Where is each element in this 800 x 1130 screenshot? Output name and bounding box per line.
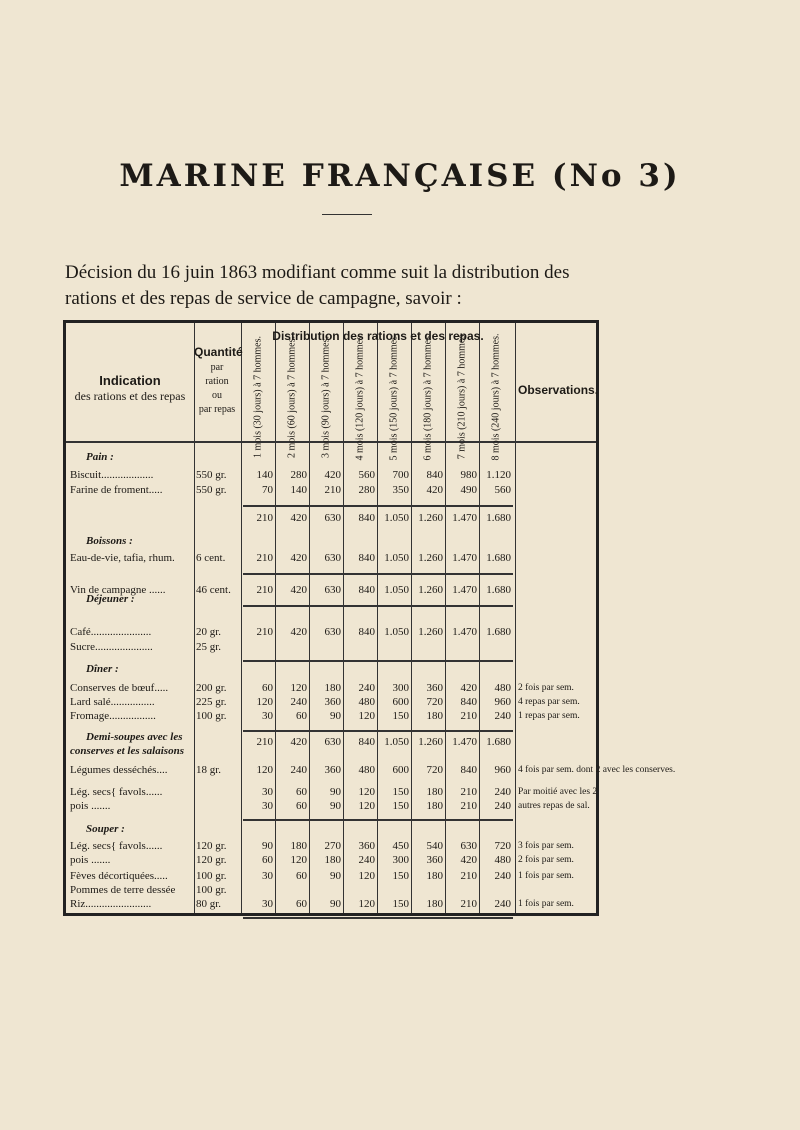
row-observation: autres repas de sal. [518, 801, 590, 811]
cell-value: 420 [324, 469, 341, 481]
cell-value: 90 [330, 710, 341, 722]
row-quantity: 100 gr. [196, 870, 227, 882]
table-row [66, 695, 596, 710]
col-header-label: 2 mois (60 jours) à 7 hommes. [286, 336, 298, 458]
row-quantity: 550 gr. [196, 469, 227, 481]
cell-value: 120 [358, 898, 375, 910]
cell-value: 1.050 [384, 552, 409, 564]
cell-value: 150 [392, 786, 409, 798]
cell-value: 30 [262, 786, 273, 798]
col-header-2 [275, 336, 309, 458]
cell-value: 1.680 [486, 626, 511, 638]
cell-value: 480 [358, 696, 375, 708]
header-indication: Indication des rations et des repas [74, 373, 186, 403]
section-souper: Souper : [86, 823, 125, 835]
row-observation: Par moitié avec les 2 [518, 787, 598, 797]
header-observations: Observations. [518, 383, 599, 397]
table-row [66, 468, 596, 483]
col-header-8 [479, 333, 513, 461]
cell-value: 180 [324, 682, 341, 694]
total-value: 1.470 [452, 736, 477, 748]
total-value: 1.260 [418, 736, 443, 748]
row-label: Fromage................. [70, 710, 156, 722]
table-row [66, 853, 596, 868]
cell-value: 240 [494, 870, 511, 882]
total-value: 1.680 [486, 512, 511, 524]
cell-value: 240 [494, 800, 511, 812]
row-quantity: 46 cent. [196, 584, 231, 596]
cell-value: 90 [330, 898, 341, 910]
cell-value: 240 [494, 898, 511, 910]
table-row [66, 483, 596, 498]
section-boissons: Boissons : [86, 535, 133, 547]
cell-value: 120 [358, 800, 375, 812]
cell-value: 450 [392, 840, 409, 852]
cell-value: 720 [426, 764, 443, 776]
table-row [66, 839, 596, 854]
cell-value: 240 [494, 786, 511, 798]
table-row [66, 883, 596, 898]
cell-value: 350 [392, 484, 409, 496]
cell-value: 150 [392, 898, 409, 910]
cell-value: 600 [392, 764, 409, 776]
row-observation: 1 fois par sem. [518, 899, 574, 909]
cell-value: 840 [460, 696, 477, 708]
row-quantity: 100 gr. [196, 884, 227, 896]
row-label: Biscuit................... [70, 469, 154, 481]
cell-value: 180 [324, 854, 341, 866]
row-observation: 1 fois par sem. [518, 871, 574, 881]
row-observation: 1 repas par sem. [518, 711, 580, 721]
cell-value: 150 [392, 710, 409, 722]
table-row [66, 763, 676, 778]
row-quantity: 80 gr. [196, 898, 222, 910]
cell-value: 840 [358, 552, 375, 564]
cell-value: 210 [460, 800, 477, 812]
separator [243, 605, 513, 607]
cell-value: 360 [426, 682, 443, 694]
total-value: 1.050 [384, 512, 409, 524]
total-value: 630 [324, 736, 341, 748]
cell-value: 420 [460, 854, 477, 866]
cell-value: 1.260 [418, 626, 443, 638]
total-value: 420 [290, 512, 307, 524]
table-row [66, 869, 596, 884]
cell-value: 210 [256, 552, 273, 564]
cell-value: 60 [262, 682, 273, 694]
cell-value: 30 [262, 710, 273, 722]
cell-value: 120 [290, 682, 307, 694]
cell-value: 90 [262, 840, 273, 852]
col-header-label: 5 mois (150 jours) à 7 hommes. [388, 333, 400, 461]
cell-value: 630 [324, 584, 341, 596]
cell-value: 210 [256, 584, 273, 596]
cell-value: 360 [426, 854, 443, 866]
cell-value: 140 [290, 484, 307, 496]
total-value: 840 [358, 736, 375, 748]
table-row [66, 583, 596, 598]
col-header-label: 8 mois (240 jours) à 7 hommes. [490, 333, 502, 461]
cell-value: 60 [296, 710, 307, 722]
cell-value: 30 [262, 800, 273, 812]
cell-value: 540 [426, 840, 443, 852]
separator [243, 819, 513, 821]
cell-value: 840 [460, 764, 477, 776]
table-row [66, 897, 596, 912]
header-distribution: Distribution des rations et des repas. [272, 329, 484, 343]
cell-value: 180 [426, 786, 443, 798]
cell-value: 60 [296, 898, 307, 910]
cell-value: 120 [358, 786, 375, 798]
cell-value: 1.680 [486, 584, 511, 596]
cell-value: 360 [324, 696, 341, 708]
cell-value: 240 [494, 710, 511, 722]
row-observation: 2 fois par sem. [518, 683, 574, 693]
total-value: 210 [256, 512, 273, 524]
section-pain: Pain : [86, 451, 114, 463]
cell-value: 600 [392, 696, 409, 708]
table-row [66, 640, 596, 655]
row-label: Fèves décortiquées..... [70, 870, 168, 882]
cell-value: 180 [426, 710, 443, 722]
cell-value: 1.050 [384, 584, 409, 596]
cell-value: 1.470 [452, 584, 477, 596]
cell-value: 270 [324, 840, 341, 852]
row-quantity: 25 gr. [196, 641, 222, 653]
cell-value: 630 [460, 840, 477, 852]
row-observation: 3 fois par sem. [518, 841, 574, 851]
cell-value: 180 [290, 840, 307, 852]
table-row [66, 681, 596, 696]
cell-value: 280 [290, 469, 307, 481]
cell-value: 180 [426, 800, 443, 812]
cell-value: 1.470 [452, 626, 477, 638]
row-observation: 4 fois par sem. dont 2 avec les conserves. [518, 765, 676, 775]
cell-value: 840 [358, 626, 375, 638]
col-header-5 [377, 333, 411, 461]
cell-value: 1.050 [384, 626, 409, 638]
row-quantity: 100 gr. [196, 710, 227, 722]
total-value: 210 [256, 736, 273, 748]
row-label: Farine de froment..... [70, 484, 163, 496]
intro-text: Décision du 16 juin 1863 modifiant comme suit la distribution des rations et des repas de service de campagne, savoir : [65, 262, 570, 309]
row-label: Vin de campagne ...... [70, 584, 166, 596]
cell-value: 240 [358, 682, 375, 694]
cell-value: 490 [460, 484, 477, 496]
title-rule [322, 214, 372, 215]
cell-value: 720 [426, 696, 443, 708]
cell-value: 30 [262, 870, 273, 882]
row-label: Lard salé................ [70, 696, 155, 708]
col-header-6 [411, 333, 445, 461]
section-demi-2: conserves et les salaisons [70, 745, 184, 757]
cell-value: 180 [426, 870, 443, 882]
cell-value: 150 [392, 800, 409, 812]
cell-value: 1.470 [452, 552, 477, 564]
col-header-label: 7 mois (210 jours) à 7 hommes [456, 334, 468, 460]
cell-value: 560 [358, 469, 375, 481]
cell-value: 1.260 [418, 552, 443, 564]
total-value: 420 [290, 736, 307, 748]
row-label: Conserves de bœuf..... [70, 682, 169, 694]
cell-value: 360 [324, 764, 341, 776]
section-diner: Dîner : [86, 663, 119, 675]
cell-value: 1.120 [486, 469, 511, 481]
cell-value: 210 [460, 710, 477, 722]
cell-value: 420 [426, 484, 443, 496]
row-label: Café...................... [70, 626, 152, 638]
separator [243, 917, 513, 919]
cell-value: 240 [358, 854, 375, 866]
table-row [66, 709, 596, 724]
row-label: pois ....... [70, 800, 111, 812]
total-value: 1.470 [452, 512, 477, 524]
cell-value: 60 [262, 854, 273, 866]
col-header-label: 6 mois (180 jours) à 7 hommes. [422, 333, 434, 461]
cell-value: 420 [290, 584, 307, 596]
col-header-label: 4 mois (120 jours) à 7 hommes. [354, 333, 366, 461]
row-quantity: 200 gr. [196, 682, 227, 694]
col-header-4 [343, 333, 377, 461]
cell-value: 560 [494, 484, 511, 496]
cell-value: 140 [256, 469, 273, 481]
cell-value: 700 [392, 469, 409, 481]
cell-value: 300 [392, 682, 409, 694]
section-demi: Demi-soupes avec les [86, 731, 183, 743]
row-label: Lég. secs{ favols...... [70, 840, 163, 852]
page-title: MARINE FRANÇAISE (No 3) [119, 158, 681, 194]
cell-value: 480 [494, 682, 511, 694]
separator [243, 573, 513, 575]
col-header-7 [445, 334, 479, 460]
row-label: Lég. secs{ favols...... [70, 786, 163, 798]
cell-value: 150 [392, 870, 409, 882]
cell-value: 70 [262, 484, 273, 496]
separator [243, 505, 513, 507]
cell-value: 90 [330, 786, 341, 798]
cell-value: 420 [290, 552, 307, 564]
row-quantity: 120 gr. [196, 840, 227, 852]
cell-value: 480 [358, 764, 375, 776]
row-quantity: 225 gr. [196, 696, 227, 708]
col-divider [515, 323, 516, 913]
cell-value: 90 [330, 870, 341, 882]
row-label: Sucre..................... [70, 641, 153, 653]
cell-value: 630 [324, 626, 341, 638]
cell-value: 840 [358, 584, 375, 596]
row-observation: 2 fois par sem. [518, 855, 574, 865]
row-quantity: 6 cent. [196, 552, 226, 564]
cell-value: 90 [330, 800, 341, 812]
cell-value: 240 [290, 764, 307, 776]
cell-value: 210 [256, 626, 273, 638]
col-header-label: 3 mois (90 jours) à 7 hommes. [320, 336, 332, 458]
row-quantity: 20 gr. [196, 626, 222, 638]
cell-value: 480 [494, 854, 511, 866]
col-header-3 [309, 336, 343, 458]
separator [243, 730, 513, 732]
row-label: Riz........................ [70, 898, 152, 910]
cell-value: 1.680 [486, 552, 511, 564]
row-quantity: 18 gr. [196, 764, 222, 776]
cell-value: 210 [460, 898, 477, 910]
separator [243, 660, 513, 662]
section-dejeuner: Déjeuner : [86, 593, 135, 605]
cell-value: 960 [494, 764, 511, 776]
row-label: Légumes desséchés.... [70, 764, 168, 776]
cell-value: 210 [460, 870, 477, 882]
col-header-label: 1 mois (30 jours) à 7 hommes. [252, 336, 264, 458]
row-quantity: 120 gr. [196, 854, 227, 866]
row-label: Pommes de terre dessée [70, 884, 176, 896]
cell-value: 120 [256, 764, 273, 776]
cell-value: 60 [296, 800, 307, 812]
cell-value: 60 [296, 786, 307, 798]
row-label: pois ....... [70, 854, 111, 866]
table-row [66, 625, 596, 640]
cell-value: 120 [358, 870, 375, 882]
table-row [66, 551, 596, 566]
cell-value: 210 [460, 786, 477, 798]
row-quantity: 550 gr. [196, 484, 227, 496]
cell-value: 360 [358, 840, 375, 852]
cell-value: 120 [290, 854, 307, 866]
cell-value: 420 [290, 626, 307, 638]
cell-value: 60 [296, 870, 307, 882]
cell-value: 210 [324, 484, 341, 496]
rations-table [63, 320, 676, 916]
cell-value: 180 [426, 898, 443, 910]
cell-value: 120 [358, 710, 375, 722]
cell-value: 630 [324, 552, 341, 564]
cell-value: 960 [494, 696, 511, 708]
row-observation: 4 repas par sem. [518, 697, 580, 707]
cell-value: 840 [426, 469, 443, 481]
total-row [66, 511, 596, 526]
row-label: Eau-de-vie, tafia, rhum. [70, 552, 175, 564]
total-value: 1.680 [486, 736, 511, 748]
total-value: 630 [324, 512, 341, 524]
cell-value: 120 [256, 696, 273, 708]
cell-value: 420 [460, 682, 477, 694]
table-row [66, 785, 596, 800]
table-row [66, 799, 596, 814]
cell-value: 240 [290, 696, 307, 708]
total-value: 1.260 [418, 512, 443, 524]
total-value: 840 [358, 512, 375, 524]
cell-value: 980 [460, 469, 477, 481]
cell-value: 1.260 [418, 584, 443, 596]
header-quantity: Quantité par ration ou par repas [194, 345, 243, 415]
col-header-1 [241, 336, 275, 458]
cell-value: 300 [392, 854, 409, 866]
total-value: 1.050 [384, 736, 409, 748]
cell-value: 280 [358, 484, 375, 496]
cell-value: 30 [262, 898, 273, 910]
cell-value: 720 [494, 840, 511, 852]
